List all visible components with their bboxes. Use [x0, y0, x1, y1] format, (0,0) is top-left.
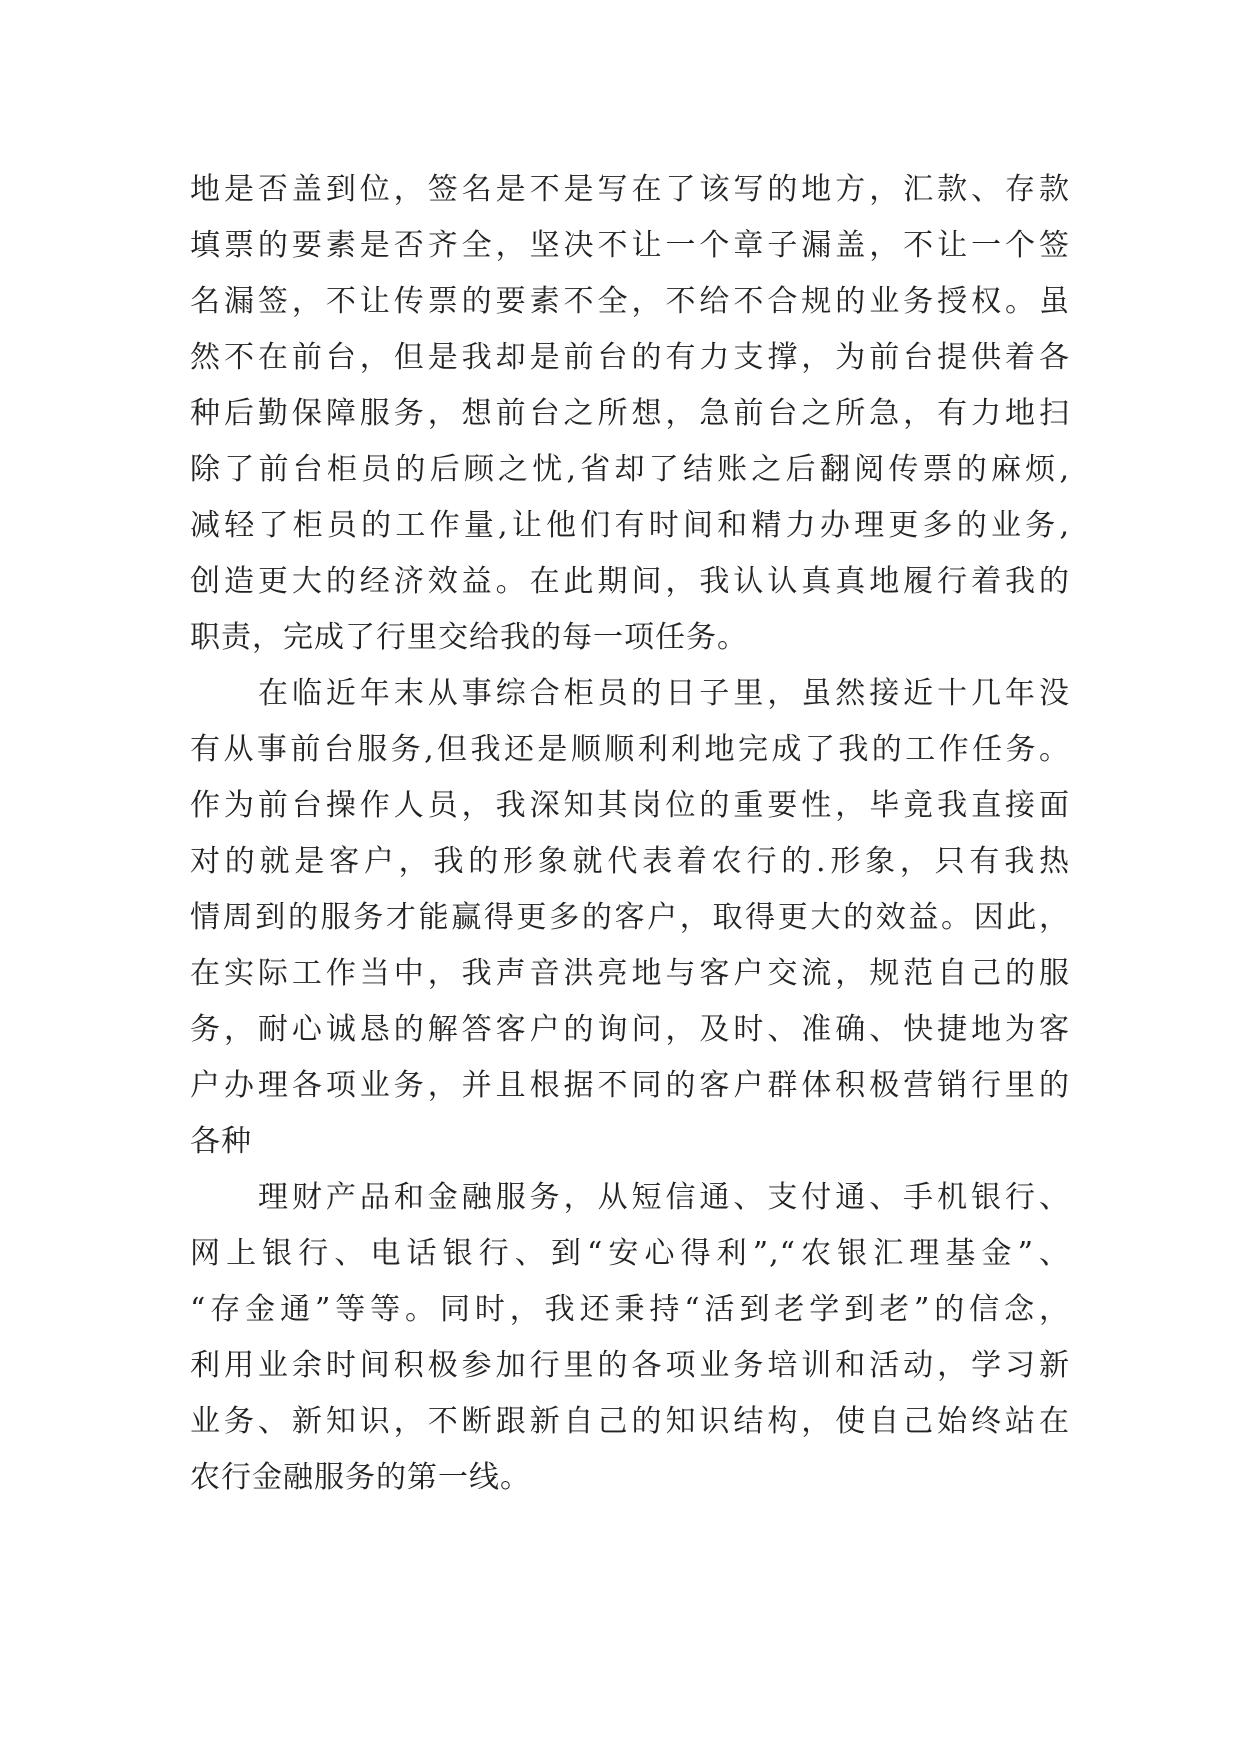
- text-line: 对的就是客户，我的形象就代表着农行的.形象，只有我热: [190, 844, 1070, 879]
- text-line: 然不在前台，但是我却是前台的有力支撑，为前台提供着各: [190, 340, 1070, 375]
- text-line: 种后勤保障服务，想前台之所想，急前台之所急，有力地扫: [190, 396, 1070, 431]
- text-line: 农行金融服务的第一线。: [190, 1460, 531, 1495]
- text-line: 填票的要素是否齐全，坚决不让一个章子漏盖，不让一个签: [190, 228, 1070, 263]
- text-line: 务，耐心诚恳的解答客户的询问，及时、准确、快捷地为客: [190, 1012, 1070, 1047]
- body-text: [190, 162, 1070, 1506]
- paragraph-2: [190, 666, 1070, 1170]
- text-line: 名漏签，不让传票的要素不全，不给不合规的业务授权。虽: [190, 284, 1070, 319]
- text-line: 在实际工作当中，我声音洪亮地与客户交流，规范自己的服: [190, 956, 1070, 991]
- text-line: 网上银行、电话银行、到“安心得利”,“农银汇理基金”、: [190, 1236, 1070, 1271]
- text-line: 各种: [190, 1124, 252, 1159]
- text-line: 地是否盖到位，签名是不是写在了该写的地方，汇款、存款: [190, 172, 1070, 207]
- text-line: 除了前台柜员的后顾之忧,省却了结账之后翻阅传票的麻烦,: [190, 452, 1070, 487]
- text-line: 理财产品和金融服务，从短信通、支付通、手机银行、: [258, 1180, 1070, 1215]
- text-line: 利用业余时间积极参加行里的各项业务培训和活动，学习新: [190, 1348, 1070, 1383]
- text-line: 减轻了柜员的工作量,让他们有时间和精力办理更多的业务,: [190, 508, 1070, 543]
- text-line: 在临近年末从事综合柜员的日子里，虽然接近十几年没: [258, 676, 1070, 711]
- text-line: 情周到的服务才能赢得更多的客户，取得更大的效益。因此，: [190, 900, 1070, 935]
- text-line: 创造更大的经济效益。在此期间，我认认真真地履行着我的: [190, 564, 1070, 599]
- text-line: “存金通”等等。同时，我还秉持“活到老学到老”的信念，: [190, 1292, 1070, 1327]
- text-line: 有从事前台服务,但我还是顺顺利利地完成了我的工作任务。: [190, 732, 1070, 767]
- text-line: 职责，完成了行里交给我的每一项任务。: [190, 620, 748, 655]
- text-line: 业务、新知识，不断跟新自己的知识结构，使自己始终站在: [190, 1404, 1070, 1439]
- text-line: 作为前台操作人员，我深知其岗位的重要性，毕竟我直接面: [190, 788, 1070, 823]
- text-line: 户办理各项业务，并且根据不同的客户群体积极营销行里的: [190, 1068, 1070, 1103]
- paragraph-3: [190, 1170, 1070, 1506]
- paragraph-1: [190, 162, 1070, 666]
